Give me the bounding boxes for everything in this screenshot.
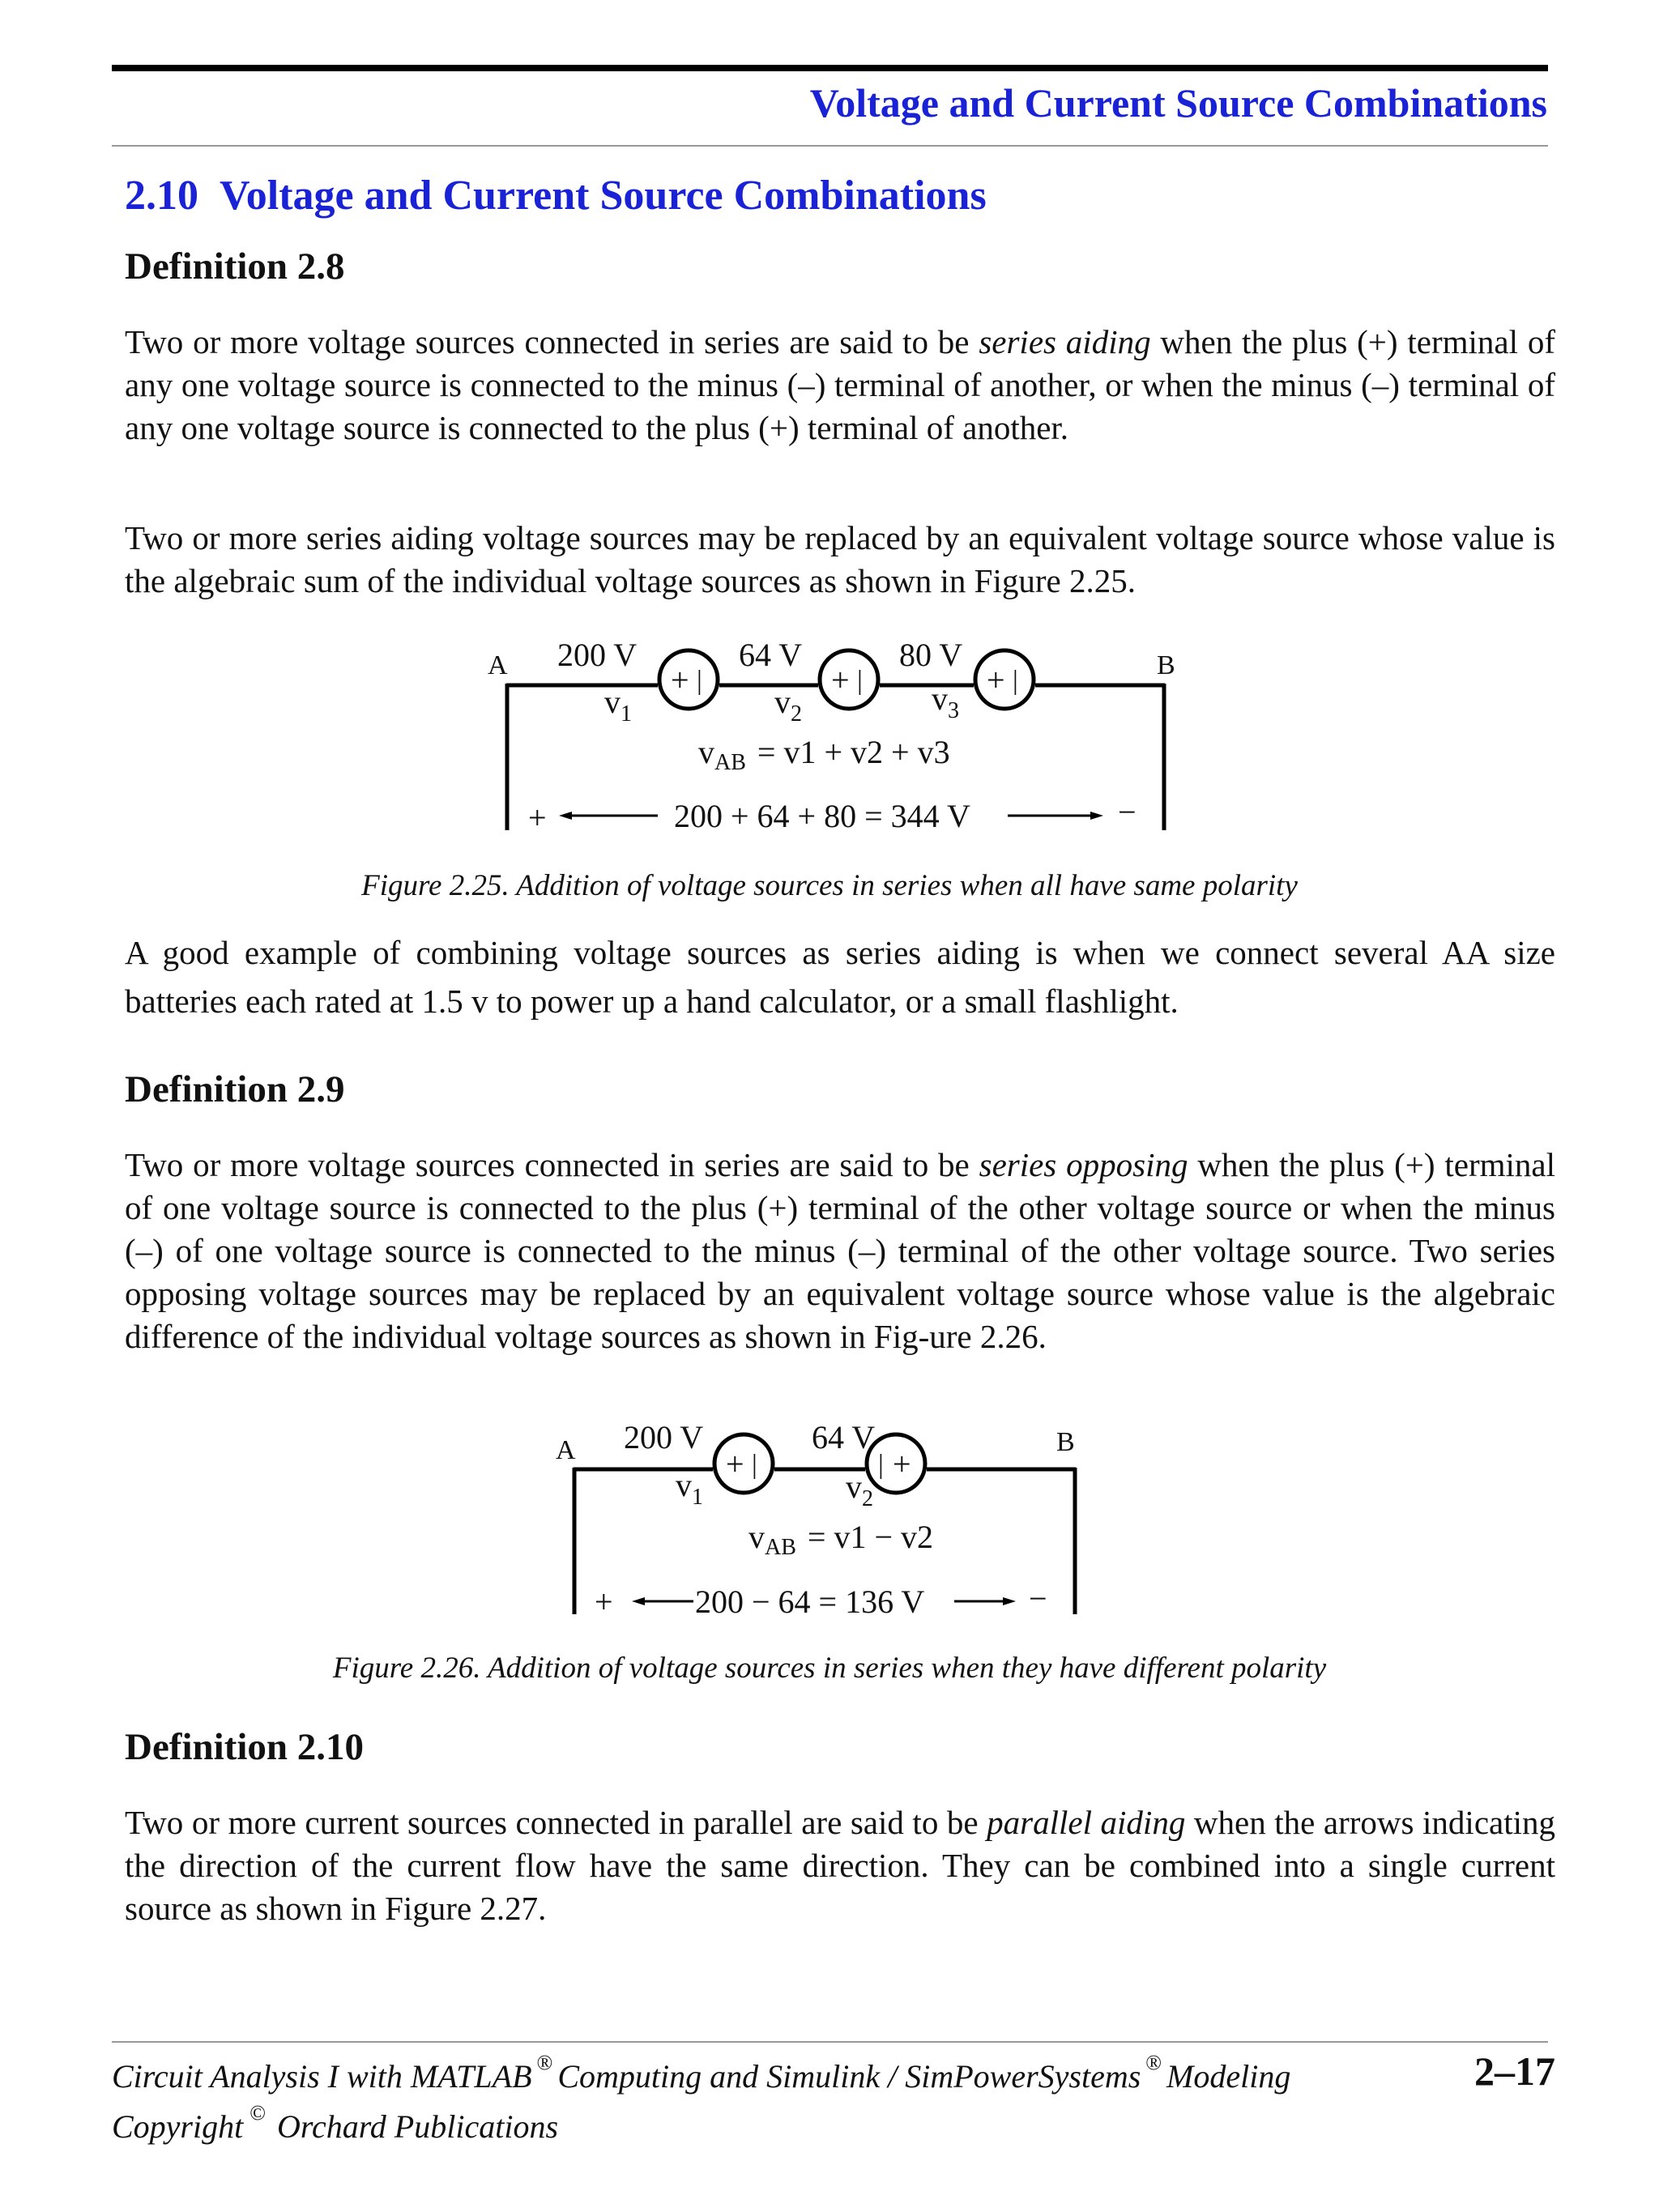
term-series-opposing: series opposing — [979, 1146, 1188, 1183]
source-2-value: 64 V — [812, 1419, 876, 1455]
footer-copyright — [112, 2101, 558, 2146]
page-number: 2–17 — [1474, 2048, 1555, 2094]
source-1-plus: + — [671, 662, 689, 698]
definition-2-10-paragraph — [125, 1801, 1555, 1930]
series-aiding-equivalent-paragraph: Two or more series aiding voltage sources may be replaced by an equivalent voltage source whose value is the algebraic sum of the individual voltage sources as shown in Figure 2.25. — [125, 519, 1555, 599]
plus-polarity-label: + — [528, 799, 547, 836]
source-2-minus: | — [857, 666, 863, 696]
node-b-label: B — [1056, 1427, 1075, 1457]
subscript: AB — [714, 750, 746, 775]
subscript: 2 — [791, 701, 802, 727]
subscript: AB — [765, 1535, 796, 1560]
source-2-plus: + — [893, 1446, 911, 1482]
source-1-name — [676, 1467, 703, 1510]
book-title-part: Modeling — [1166, 2058, 1291, 2095]
publisher-name: Orchard Publications — [277, 2108, 559, 2145]
subscript: 1 — [621, 701, 632, 727]
source-1-name — [604, 684, 632, 727]
term-series-aiding: series aiding — [979, 323, 1151, 360]
source-3-plus: + — [987, 662, 1005, 698]
var: v — [676, 1467, 692, 1503]
section-number: 2.10 — [125, 173, 198, 219]
running-title: Voltage and Current Source Combinations — [809, 80, 1547, 126]
text-run: Two or more current sources connected in parallel are said to be — [125, 1804, 987, 1841]
node-b-label: B — [1157, 650, 1175, 680]
source-1-value: 200 V — [624, 1419, 704, 1455]
definition-2-9-title: Definition 2.9 — [125, 1068, 345, 1110]
var: v — [698, 734, 714, 770]
equation-rhs: = v1 − v2 — [807, 1519, 934, 1555]
var: v — [774, 684, 791, 720]
vab-equation — [698, 734, 950, 775]
var: v — [604, 684, 621, 720]
text-run: when the plus (+) terminal of any one voltage source is connected to the minus (–) terminal of another, or when the minus (–) terminal of any one voltage source is connected to the plus (+) terminal of another. — [125, 323, 1555, 446]
header-divider — [112, 145, 1548, 147]
section-heading — [125, 172, 987, 219]
book-title-part: Computing and Simulink / SimPowerSystems — [557, 2058, 1141, 2095]
text-run: when the plus (+) terminal of one voltage source is connected to the plus (+) terminal of the other voltage source or when the minus (–) of one voltage source is connected to the minus (–) terminal of the other voltage source. Two series opposing voltage sources may be replaced by an equivalent voltage source whose value is the algebraic difference of the individual voltage sources as shown in Fig-ure 2.26. — [125, 1146, 1555, 1355]
figure-2-26-caption: Figure 2.26. Addition of voltage sources in series when they have different polarity — [332, 1652, 1327, 1685]
source-1-value: 200 V — [557, 637, 638, 673]
source-2-plus: + — [831, 662, 850, 698]
text-run: when the arrows indicating the direction of the current flow have the same direction. They can be combined into a single current source as shown in Figure 2.27. — [125, 1804, 1555, 1927]
subscript: 1 — [692, 1485, 703, 1510]
source-2-value: 64 V — [739, 637, 803, 673]
definition-2-8-title: Definition 2.8 — [125, 245, 345, 288]
figure-2-25-circuit — [478, 632, 1191, 842]
var: v — [846, 1468, 862, 1505]
source-1-plus: + — [726, 1446, 744, 1482]
registered-mark: ® — [536, 2051, 553, 2074]
term-parallel-aiding: parallel aiding — [987, 1804, 1186, 1841]
plus-polarity-label: + — [595, 1583, 613, 1620]
equation-rhs: = v1 + v2 + v3 — [757, 734, 950, 770]
definition-2-8-paragraph — [125, 321, 1555, 450]
source-3-minus: | — [1013, 666, 1018, 696]
node-a-label: A — [556, 1435, 576, 1465]
section-title: Voltage and Current Source Combinations — [220, 173, 987, 219]
figure-2-26-circuit — [551, 1413, 1102, 1624]
registered-mark: ® — [1145, 2051, 1162, 2074]
batteries-example-paragraph: A good example of combining voltage sources as series aiding is when we connect several AA size batteries each rated at 1.5 v to power up a hand calculator, or a small flashlight. — [125, 934, 1555, 1020]
var: v — [748, 1519, 765, 1555]
copyright-word: Copyright — [112, 2108, 244, 2145]
minus-polarity-label: − — [1029, 1580, 1047, 1617]
source-3-value: 80 V — [899, 637, 963, 673]
figure-2-25-caption: Figure 2.25. Addition of voltage sources in series when all have same polarity — [361, 869, 1298, 902]
book-title-part: Circuit Analysis I with MATLAB — [112, 2058, 532, 2095]
definition-2-9-paragraph — [125, 1144, 1555, 1358]
minus-polarity-label: − — [1118, 794, 1137, 830]
footer-book-title — [112, 2051, 1290, 2095]
text-run: Two or more voltage sources connected in series are said to be — [125, 323, 979, 360]
node-a-label: A — [488, 650, 508, 680]
source-2-minus: | — [878, 1450, 884, 1480]
source-2-name — [774, 684, 802, 727]
copyright-mark: © — [249, 2101, 266, 2125]
header-rule — [112, 65, 1548, 71]
vab-equation — [748, 1519, 933, 1560]
definition-2-10-title: Definition 2.10 — [125, 1726, 365, 1768]
subscript: 3 — [948, 698, 959, 723]
difference-result: 200 − 64 = 136 V — [695, 1583, 925, 1620]
source-1-minus: | — [697, 666, 702, 696]
sum-result: 200 + 64 + 80 = 344 V — [674, 798, 970, 834]
var: v — [932, 680, 948, 717]
text-run: Two or more voltage sources connected in series are said to be — [125, 1146, 979, 1183]
subscript: 2 — [862, 1486, 873, 1511]
source-1-minus: | — [752, 1450, 757, 1480]
footer-divider — [112, 2041, 1548, 2043]
